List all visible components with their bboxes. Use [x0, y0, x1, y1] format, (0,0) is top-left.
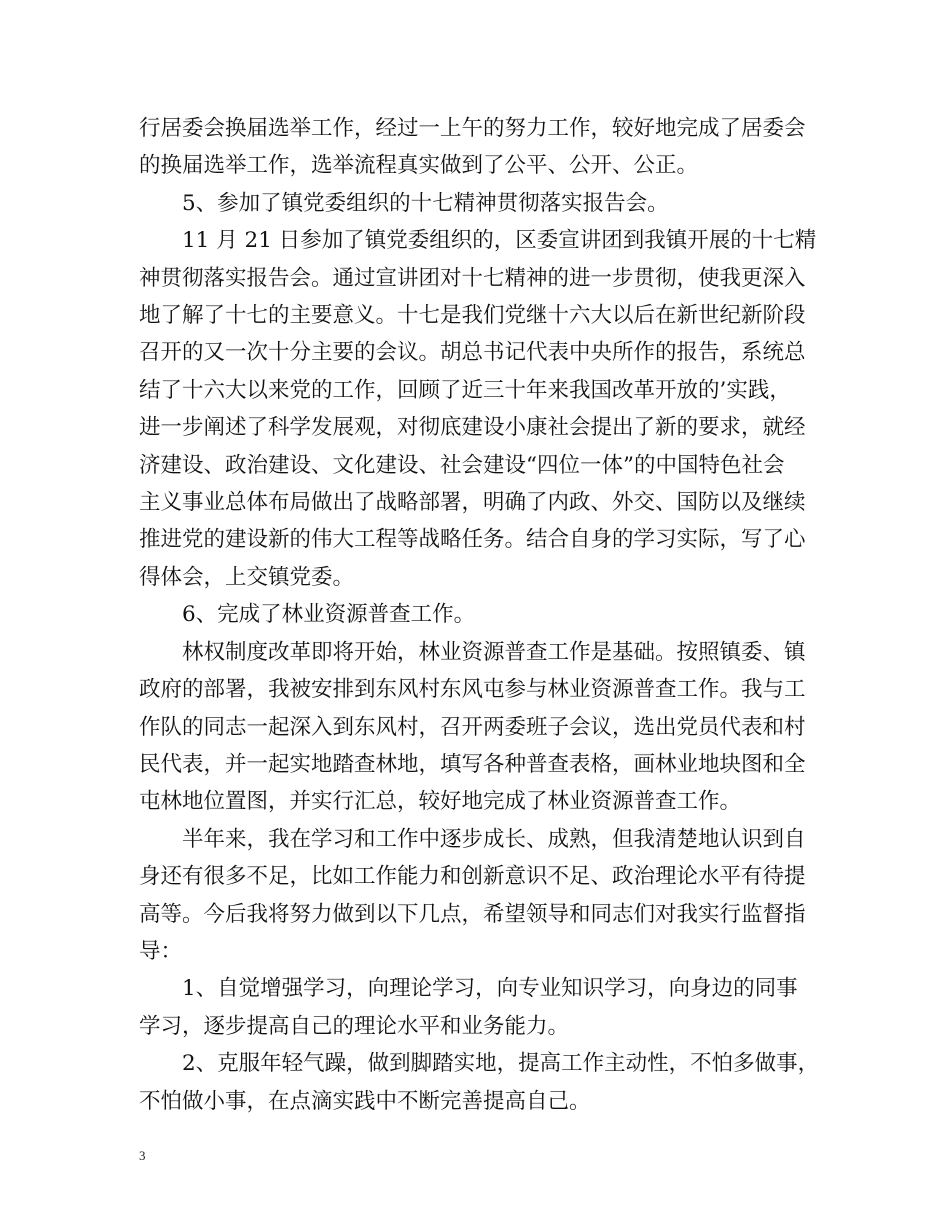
text-line: 1、自觉增强学习，向理论学习，向专业知识学习，向身边的同事: [182, 976, 798, 1002]
text-line: 民代表，并一起实地踏查林地，填写各种普查表格，画林业地块图和全: [139, 751, 806, 777]
text-line: 身还有很多不足，比如工作能力和创新意识不足、政治理论水平有待提: [139, 864, 806, 890]
text-line: 地了解了十七的主要意义。十七是我们党继十六大以后在新世纪新阶段: [139, 303, 806, 329]
text-line: 进一步阐述了科学发展观，对彻底建设小康社会提出了新的要求，就经: [139, 415, 806, 441]
text-line: 6、完成了林业资源普查工作。: [182, 602, 476, 628]
text-line: 5、参加了镇党委组织的十七精神贯彻落实报告会。: [182, 190, 669, 216]
text-line: 导：: [139, 938, 183, 964]
text-line: 推进党的建设新的伟大工程等战略任务。结合自身的学习实际，写了心: [139, 527, 806, 553]
text-line: 林权制度改革即将开始，林业资源普查工作是基础。按照镇委、镇: [182, 639, 806, 665]
paragraph-text: [139, 110, 819, 1120]
page-number: 3: [139, 1148, 146, 1163]
text-line: 作队的同志一起深入到东风村，召开两委班子会议，选出党员代表和村: [139, 714, 806, 740]
text-line: 主义事业总体布局做出了战略部署，明确了内政、外交、国防以及继续: [139, 490, 806, 516]
document-body: [139, 110, 819, 1120]
text-line: 结了十六大以来党的工作，回顾了近三十年来我国改革开放的’实践，: [139, 377, 791, 403]
text-line: 政府的部署，我被安排到东风村东风屯参与林业资源普查工作。我与工: [139, 677, 806, 703]
text-line: 半年来，我在学习和工作中逐步成长、成熟，但我清楚地认识到自: [182, 826, 806, 852]
text-line: 不怕做小事，在点滴实践中不断完善提高自己。: [139, 1088, 591, 1114]
text-line: 的换届选举工作，选举流程真实做到了公平、公开、公正。: [139, 153, 699, 179]
text-line: 屯林地位置图，并实行汇总，较好地完成了林业资源普查工作。: [139, 789, 742, 815]
text-line: 11 月 21 日参加了镇党委组织的，区委宣讲团到我镇开展的十七精: [182, 228, 817, 254]
text-line: 济建设、政治建设、文化建设、社会建设“四位一体”的中国特色社会: [139, 452, 785, 478]
text-line: 行居委会换届选举工作，经过一上午的努力工作，较好地完成了居委会: [139, 116, 806, 141]
text-line: 2、克服年轻气躁，做到脚踏实地，提高工作主动性，不怕多做事，: [182, 1051, 820, 1077]
text-line: 召开的又一次十分主要的会议。胡总书记代表中央所作的报告，系统总: [139, 340, 806, 366]
text-line: 高等。今后我将努力做到以下几点，希望领导和同志们对我实行监督指: [139, 901, 806, 927]
text-line: 得体会，上交镇党委。: [139, 564, 355, 590]
text-line: 学习，逐步提高自己的理论水平和业务能力。: [139, 1013, 570, 1039]
text-line: 神贯彻落实报告会。通过宣讲团对十七精神的进一步贯彻，使我更深入: [139, 265, 806, 291]
